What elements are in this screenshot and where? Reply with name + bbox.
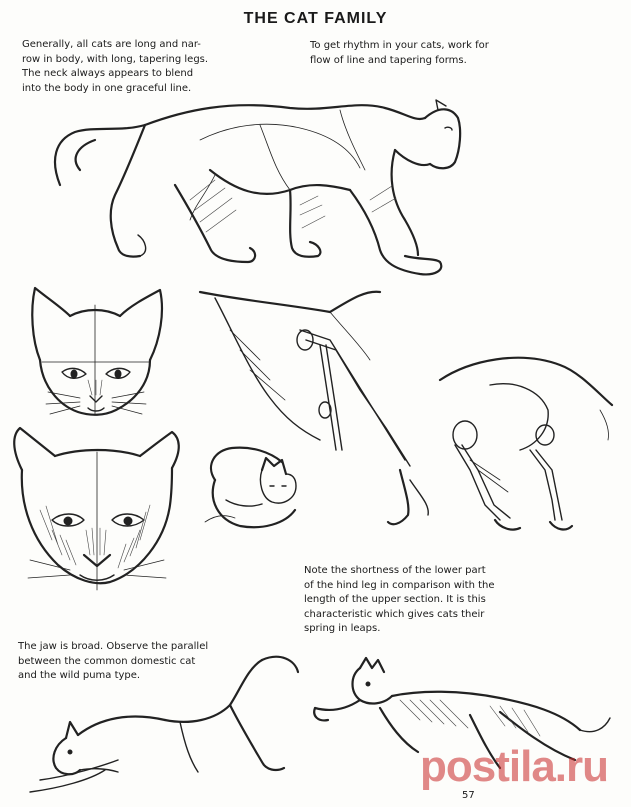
jaw-line: and the wild puma type. <box>18 670 141 681</box>
jaw-caption <box>18 640 208 684</box>
page-title: THE CAT FAMILY <box>243 10 388 27</box>
puma-head-drawing <box>14 428 179 590</box>
walking-puma-drawing <box>55 100 460 274</box>
jaw-line: between the common domestic cat <box>18 655 196 667</box>
hind-leg-caption <box>304 564 495 637</box>
curled-cat-drawing <box>205 448 296 528</box>
intro-line: Generally, all cats are long and nar- <box>22 39 201 50</box>
page-number: 57 <box>462 790 475 801</box>
hind-leg-line: of the hind leg in comparison with the <box>304 579 495 591</box>
hind-leg-line: spring in leaps. <box>304 623 381 634</box>
hind-leg-skeleton-drawing <box>440 358 612 530</box>
watermark: postila.ru <box>420 742 609 791</box>
hind-leg-line: Note the shortness of the lower part <box>304 565 486 576</box>
hind-leg-line: length of the upper section. It is this <box>304 594 486 605</box>
rhythm-line: flow of line and tapering forms. <box>310 54 467 66</box>
intro-line: The neck always appears to blend <box>22 68 194 79</box>
jaw-line: The jaw is broad. Observe the parallel <box>18 641 209 652</box>
front-leg-skeleton-drawing <box>200 292 428 524</box>
rhythm-line: To get rhythm in your cats, work for <box>310 40 489 51</box>
hind-leg-line: characteristic which gives cats their <box>304 608 485 620</box>
domestic-cat-head-drawing <box>32 288 162 415</box>
intro-line: into the body in one graceful line. <box>22 82 192 94</box>
intro-line: row in body, with long, tapering legs. <box>22 53 209 65</box>
